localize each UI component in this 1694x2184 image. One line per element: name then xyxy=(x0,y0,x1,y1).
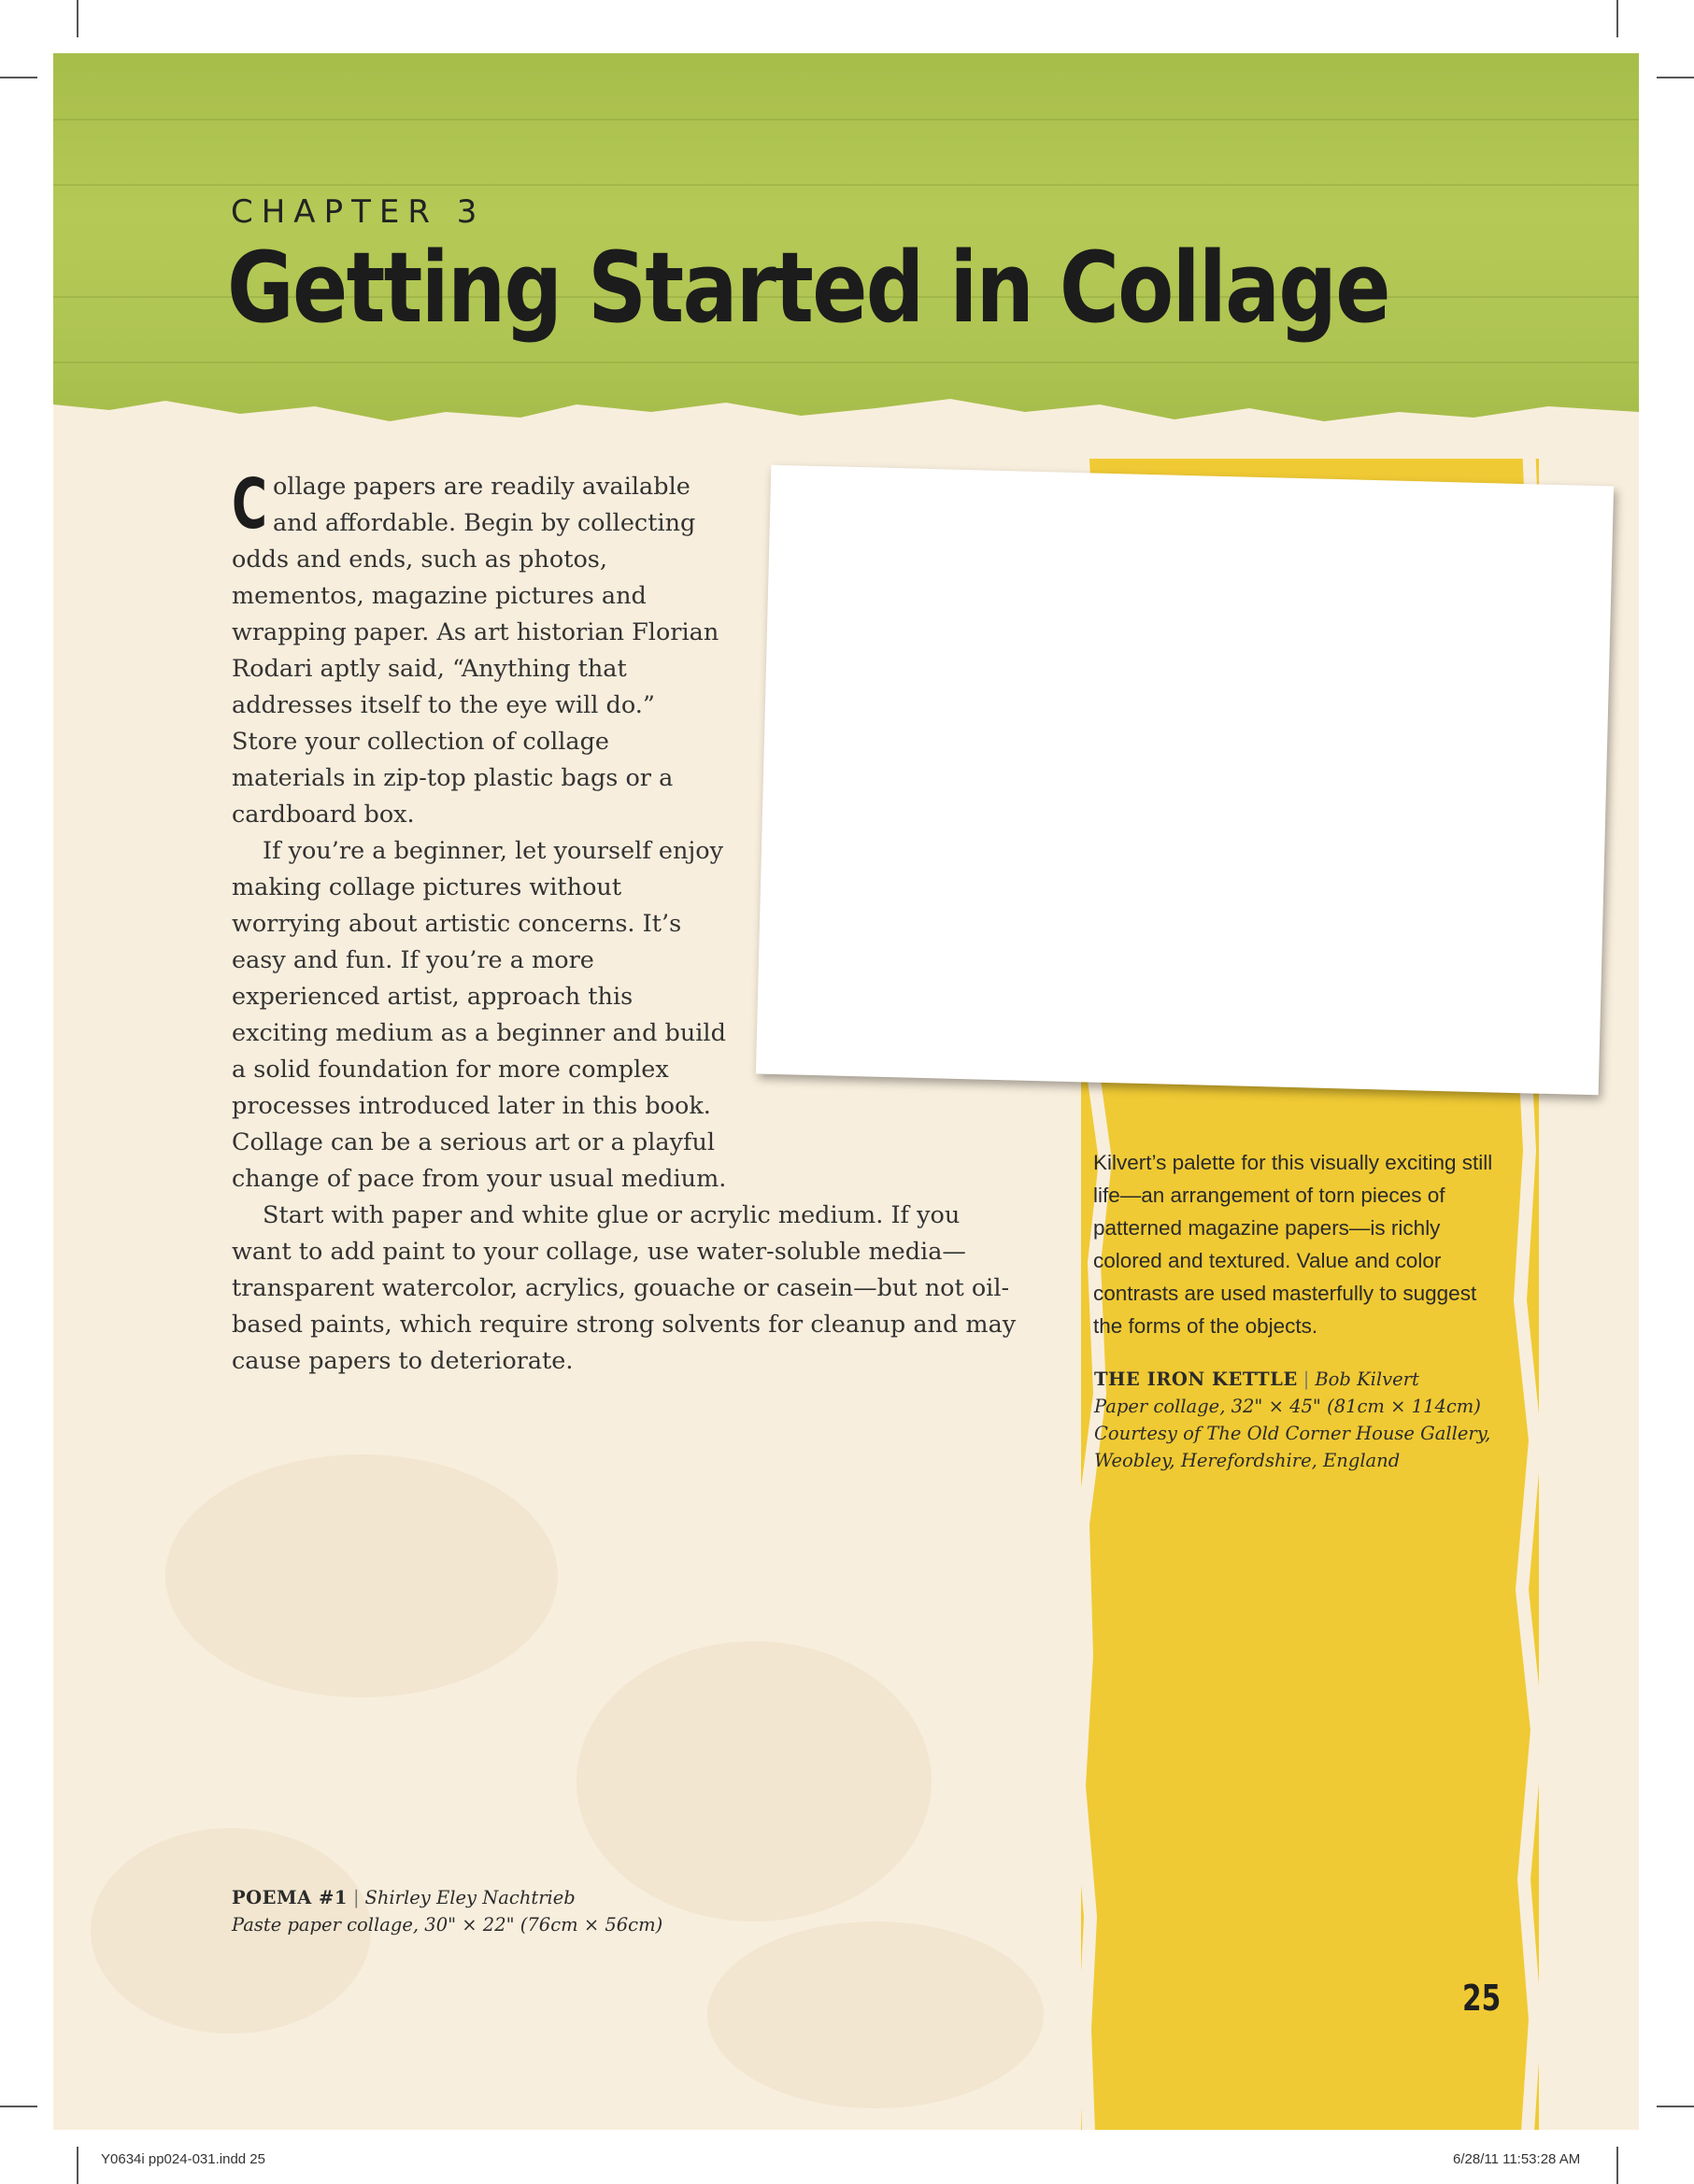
credit-artist: Shirley Eley Nachtrieb xyxy=(364,1887,576,1908)
credit-title: POEMA #1 xyxy=(232,1887,348,1908)
torn-edge xyxy=(53,393,1639,459)
background-texture xyxy=(165,1454,558,1697)
background-texture xyxy=(577,1641,932,1922)
print-slug-timestamp: 6/28/11 11:53:28 AM xyxy=(1453,2151,1581,2167)
paragraph-3: Start with paper and white glue or acrylic medium. If you want to add paint to your collage, use water-soluble media—transparent watercolor, acrylics, gouache or casein—but not oil-based paints, which require strong solvents for cleanup and may cause papers to deteriorate. xyxy=(232,1201,1017,1375)
body-text xyxy=(232,464,1068,1380)
credit-medium: Paper collage, 32" × 45" (81cm × 114cm) xyxy=(1094,1396,1481,1417)
page-number: 25 xyxy=(1462,1978,1502,2019)
crop-mark xyxy=(77,2147,78,2184)
credit-artist: Bob Kilvert xyxy=(1315,1369,1419,1390)
credit-title: THE IRON KETTLE xyxy=(1094,1369,1298,1390)
crop-mark xyxy=(0,2106,37,2107)
header-texture xyxy=(53,184,1639,186)
header-texture xyxy=(53,362,1639,363)
drop-cap: C xyxy=(232,464,268,545)
artwork-caption: Kilvert’s palette for this visually exciting still life—an arrangement of torn pieces of patterned magazine papers—is richly colored and textured. Value and color contrasts are used masterfully to suggest the forms of the objects. xyxy=(1093,1151,1493,1338)
artwork-credit-kettle xyxy=(1094,1366,1533,1474)
crop-mark xyxy=(77,0,78,37)
paragraph-1 xyxy=(232,464,727,833)
artwork-credit-poema xyxy=(232,1884,886,1938)
chapter-title: Getting Started in Collage xyxy=(227,231,1389,345)
crop-mark xyxy=(1616,2147,1618,2184)
credit-separator: | xyxy=(1303,1369,1310,1390)
background-texture xyxy=(707,1922,1044,2108)
credit-courtesy: Weobley, Herefordshire, England xyxy=(1094,1450,1401,1471)
crop-mark xyxy=(1616,0,1618,37)
paragraph-text: ollage papers are readily available and affordable. Begin by collecting odds and ends, such as photos, mementos, magazine pictures and wrapping paper. As art historian Florian Rodari aptly said, “Anything that addresses itself to the eye will do.” Store your collection of collage materials in zip-top plastic bags or a cardboard box. xyxy=(232,473,719,829)
header-texture xyxy=(53,119,1639,121)
crop-mark xyxy=(1657,77,1694,78)
crop-mark xyxy=(0,77,37,78)
paragraph-2: If you’re a beginner, let yourself enjoy making collage pictures without worrying about artistic concerns. It’s easy and fun. If you’re a more experienced artist, approach this exciting medium as a beginner and build a solid foundation for more complex processes introduced later in this book. Collage can be a serious art or a playful change of pace from your usual medium. xyxy=(232,837,727,1193)
credit-medium: Paste paper collage, 30" × 22" (76cm × 56cm) xyxy=(232,1914,663,1936)
chapter-label: CHAPTER 3 xyxy=(231,193,486,231)
crop-mark xyxy=(1657,2106,1694,2107)
credit-separator: | xyxy=(352,1887,360,1908)
print-slug-file: Y0634i pp024-031.indd 25 xyxy=(101,2151,265,2167)
credit-courtesy: Courtesy of The Old Corner House Gallery, xyxy=(1094,1423,1491,1444)
chapter-header-band xyxy=(53,53,1639,455)
